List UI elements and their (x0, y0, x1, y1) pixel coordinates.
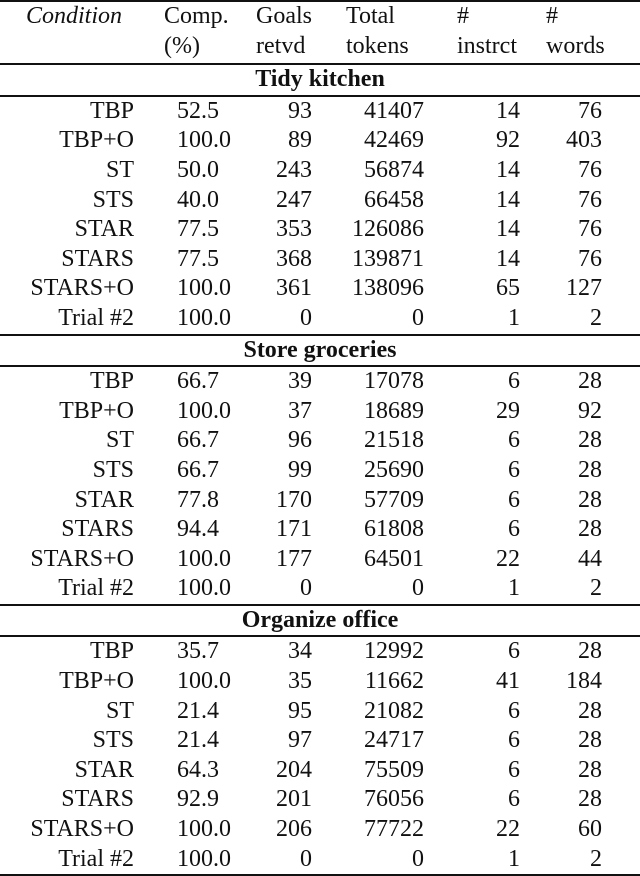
comp-cell: 77.5 (177, 245, 219, 272)
table-row (0, 486, 640, 516)
comp-cell: 21.4 (177, 727, 219, 754)
header-words-sub: words (546, 32, 605, 59)
table-row (0, 156, 640, 186)
goals-cell: 171 (276, 516, 312, 543)
instrct-cell: 65 (496, 275, 520, 302)
table-row (0, 726, 640, 756)
condition-cell: STARS+O (30, 275, 134, 302)
instrct-cell: 6 (508, 697, 520, 724)
tokens-cell: 11662 (364, 668, 424, 695)
goals-cell: 37 (288, 397, 312, 424)
condition-cell: TBP (89, 97, 134, 124)
comp-cell: 40.0 (177, 186, 219, 213)
goals-cell: 99 (288, 456, 312, 483)
table-row (0, 366, 640, 397)
tokens-cell: 41407 (364, 97, 424, 124)
tokens-cell: 64501 (364, 545, 424, 572)
condition-cell: TBP+O (59, 668, 134, 695)
instrct-cell: 22 (496, 545, 520, 572)
comp-cell: 100.0 (177, 668, 231, 695)
goals-cell: 39 (288, 368, 312, 395)
condition-cell: STARS+O (30, 816, 134, 843)
section-title: Organize office (0, 605, 640, 637)
words-cell: 92 (578, 397, 602, 424)
comp-cell: 100.0 (177, 304, 231, 331)
goals-cell: 204 (276, 756, 312, 783)
instrct-cell: 14 (496, 216, 520, 243)
header-condition-sub (0, 32, 142, 65)
condition-cell: STARS+O (30, 545, 134, 572)
words-cell: 28 (578, 486, 602, 513)
condition-cell: STARS (61, 245, 134, 272)
condition-cell: STS (92, 456, 134, 483)
instrct-cell: 22 (496, 816, 520, 843)
words-cell: 28 (578, 697, 602, 724)
words-cell: 28 (578, 638, 602, 665)
words-cell: 184 (566, 668, 602, 695)
condition-cell: STAR (74, 216, 134, 243)
goals-cell: 93 (288, 97, 312, 124)
table-row (0, 397, 640, 427)
table-row (0, 126, 640, 156)
condition-cell: STS (92, 186, 134, 213)
condition-cell: ST (105, 697, 134, 724)
words-cell: 28 (578, 427, 602, 454)
section-organize-office (0, 605, 640, 875)
instrct-cell: 29 (496, 397, 520, 424)
condition-cell: Trial #2 (0, 845, 142, 876)
goals-cell: 247 (276, 186, 312, 213)
words-cell: 76 (578, 216, 602, 243)
tokens-cell: 24717 (364, 727, 424, 754)
words-cell: 76 (578, 245, 602, 272)
words-cell: 44 (578, 545, 602, 572)
comp-cell: 52.5 (177, 97, 219, 124)
header-goals: Goals (256, 3, 312, 29)
table-row (0, 426, 640, 456)
comp-cell: 50.0 (177, 156, 219, 183)
instrct-cell: 14 (496, 245, 520, 272)
comp-cell: 100.0 (177, 275, 231, 302)
instrct-cell: 14 (496, 97, 520, 124)
comp-cell: 100.0 (177, 816, 231, 843)
words-cell: 127 (566, 275, 602, 302)
comp-cell: 35.7 (177, 638, 219, 665)
comp-cell: 66.7 (177, 368, 219, 395)
instrct-cell: 6 (508, 456, 520, 483)
words-cell: 60 (578, 816, 602, 843)
tokens-cell: 21082 (364, 697, 424, 724)
instrct-cell: 92 (496, 127, 520, 154)
condition-cell: STAR (74, 486, 134, 513)
table-row (0, 636, 640, 667)
tokens-cell: 0 (412, 575, 424, 602)
tokens-cell: 21518 (364, 427, 424, 454)
words-cell: 28 (578, 727, 602, 754)
header-row-2 (0, 32, 640, 65)
table-header (0, 1, 640, 64)
condition-cell: STARS (61, 786, 134, 813)
condition-cell: TBP+O (59, 397, 134, 424)
tokens-cell: 77722 (364, 816, 424, 843)
goals-cell: 206 (276, 816, 312, 843)
goals-cell: 95 (288, 697, 312, 724)
section-title-row (0, 605, 640, 637)
comp-cell: 66.7 (177, 427, 219, 454)
tokens-cell: 126086 (352, 216, 424, 243)
tokens-cell: 76056 (364, 786, 424, 813)
header-goals-sub: retvd (256, 32, 306, 59)
comp-cell: 64.3 (177, 756, 219, 783)
tokens-cell: 42469 (364, 127, 424, 154)
tokens-cell: 66458 (364, 186, 424, 213)
instrct-cell: 6 (508, 368, 520, 395)
goals-cell: 35 (288, 668, 312, 695)
tokens-cell: 17078 (364, 368, 424, 395)
comp-cell: 21.4 (177, 697, 219, 724)
table-row (0, 96, 640, 127)
condition-cell: Trial #2 (58, 575, 134, 602)
header-row-1 (0, 1, 640, 32)
words-cell: 76 (578, 97, 602, 124)
tokens-cell: 139871 (352, 245, 424, 272)
words-cell: 28 (578, 786, 602, 813)
instrct-cell: 6 (508, 638, 520, 665)
header-instrct: # (457, 3, 469, 29)
header-words: # (546, 3, 558, 29)
condition-cell: STS (92, 727, 134, 754)
condition-cell: ST (105, 427, 134, 454)
goals-cell: 0 (300, 304, 312, 331)
table-row (0, 215, 640, 245)
table-row (0, 245, 640, 275)
section-store-groceries (0, 335, 640, 605)
condition-cell: STAR (74, 756, 134, 783)
instrct-cell: 41 (496, 668, 520, 695)
goals-cell: 201 (276, 786, 312, 813)
header-comp: Comp. (164, 3, 229, 29)
instrct-cell: 14 (496, 156, 520, 183)
header-comp-sub: (%) (164, 32, 200, 59)
instrct-cell: 6 (508, 427, 520, 454)
tokens-cell: 75509 (364, 756, 424, 783)
words-cell: 403 (566, 127, 602, 154)
comp-cell: 77.8 (177, 486, 219, 513)
condition-cell: Trial #2 (58, 304, 134, 331)
goals-cell: 34 (288, 638, 312, 665)
comp-cell: 66.7 (177, 456, 219, 483)
instrct-cell: 14 (496, 186, 520, 213)
words-cell: 76 (578, 186, 602, 213)
instrct-cell: 6 (508, 727, 520, 754)
header-instrct-sub: instrct (457, 32, 517, 59)
condition-cell: TBP (89, 368, 134, 395)
section-tidy-kitchen (0, 64, 640, 334)
table-row (0, 545, 640, 575)
table-row (0, 756, 640, 786)
words-cell: 28 (578, 368, 602, 395)
words-cell: 28 (578, 756, 602, 783)
goals-cell: 243 (276, 156, 312, 183)
comp-cell: 94.4 (177, 516, 219, 543)
instrct-cell: 1 (434, 845, 530, 876)
comp-cell: 100.0 (177, 127, 231, 154)
table-row (0, 667, 640, 697)
table-row (0, 186, 640, 216)
words-cell: 28 (578, 516, 602, 543)
tokens-cell: 0 (323, 845, 434, 876)
header-total: Total (346, 3, 395, 29)
instrct-cell: 6 (508, 486, 520, 513)
goals-cell: 170 (276, 486, 312, 513)
goals-cell: 361 (276, 275, 312, 302)
tokens-cell: 18689 (364, 397, 424, 424)
goals-cell: 89 (288, 127, 312, 154)
tokens-cell: 61808 (364, 516, 424, 543)
words-cell: 2 (590, 575, 602, 602)
instrct-cell: 6 (508, 756, 520, 783)
condition-cell: STARS (61, 516, 134, 543)
words-cell: 76 (578, 156, 602, 183)
table-row (0, 574, 640, 605)
section-title: Store groceries (0, 335, 640, 367)
tokens-cell: 12992 (364, 638, 424, 665)
comp-cell: 100.0 (177, 545, 231, 572)
table-row (0, 697, 640, 727)
table-row (0, 274, 640, 304)
table-row (0, 456, 640, 486)
comp-cell: 100.0 (177, 575, 231, 602)
tokens-cell: 56874 (364, 156, 424, 183)
goals-cell: 0 (300, 575, 312, 602)
comp-cell: 77.5 (177, 216, 219, 243)
tokens-cell: 0 (412, 304, 424, 331)
goals-cell: 97 (288, 727, 312, 754)
condition-cell: ST (105, 156, 134, 183)
tokens-cell: 57709 (364, 486, 424, 513)
condition-cell: TBP (89, 638, 134, 665)
condition-cell: TBP+O (59, 127, 134, 154)
instrct-cell: 1 (508, 304, 520, 331)
table-row (0, 785, 640, 815)
words-cell: 2 (590, 304, 602, 331)
words-cell: 28 (578, 456, 602, 483)
section-title: Tidy kitchen (0, 64, 640, 96)
tokens-cell: 25690 (364, 456, 424, 483)
tokens-cell: 138096 (352, 275, 424, 302)
table-row (0, 304, 640, 335)
words-cell: 2 (530, 845, 640, 876)
instrct-cell: 6 (508, 516, 520, 543)
goals-cell: 96 (288, 427, 312, 454)
goals-cell: 177 (276, 545, 312, 572)
instrct-cell: 6 (508, 786, 520, 813)
table-row (0, 515, 640, 545)
table-row (0, 815, 640, 845)
comp-cell: 100.0 (177, 397, 231, 424)
comp-cell: 100.0 (142, 845, 237, 876)
goals-cell: 0 (237, 845, 323, 876)
goals-cell: 353 (276, 216, 312, 243)
section-title-row (0, 64, 640, 96)
goals-cell: 368 (276, 245, 312, 272)
instrct-cell: 1 (508, 575, 520, 602)
header-total-sub: tokens (346, 32, 409, 59)
section-title-row (0, 335, 640, 367)
header-condition: Condition (26, 3, 123, 29)
comp-cell: 92.9 (177, 786, 219, 813)
